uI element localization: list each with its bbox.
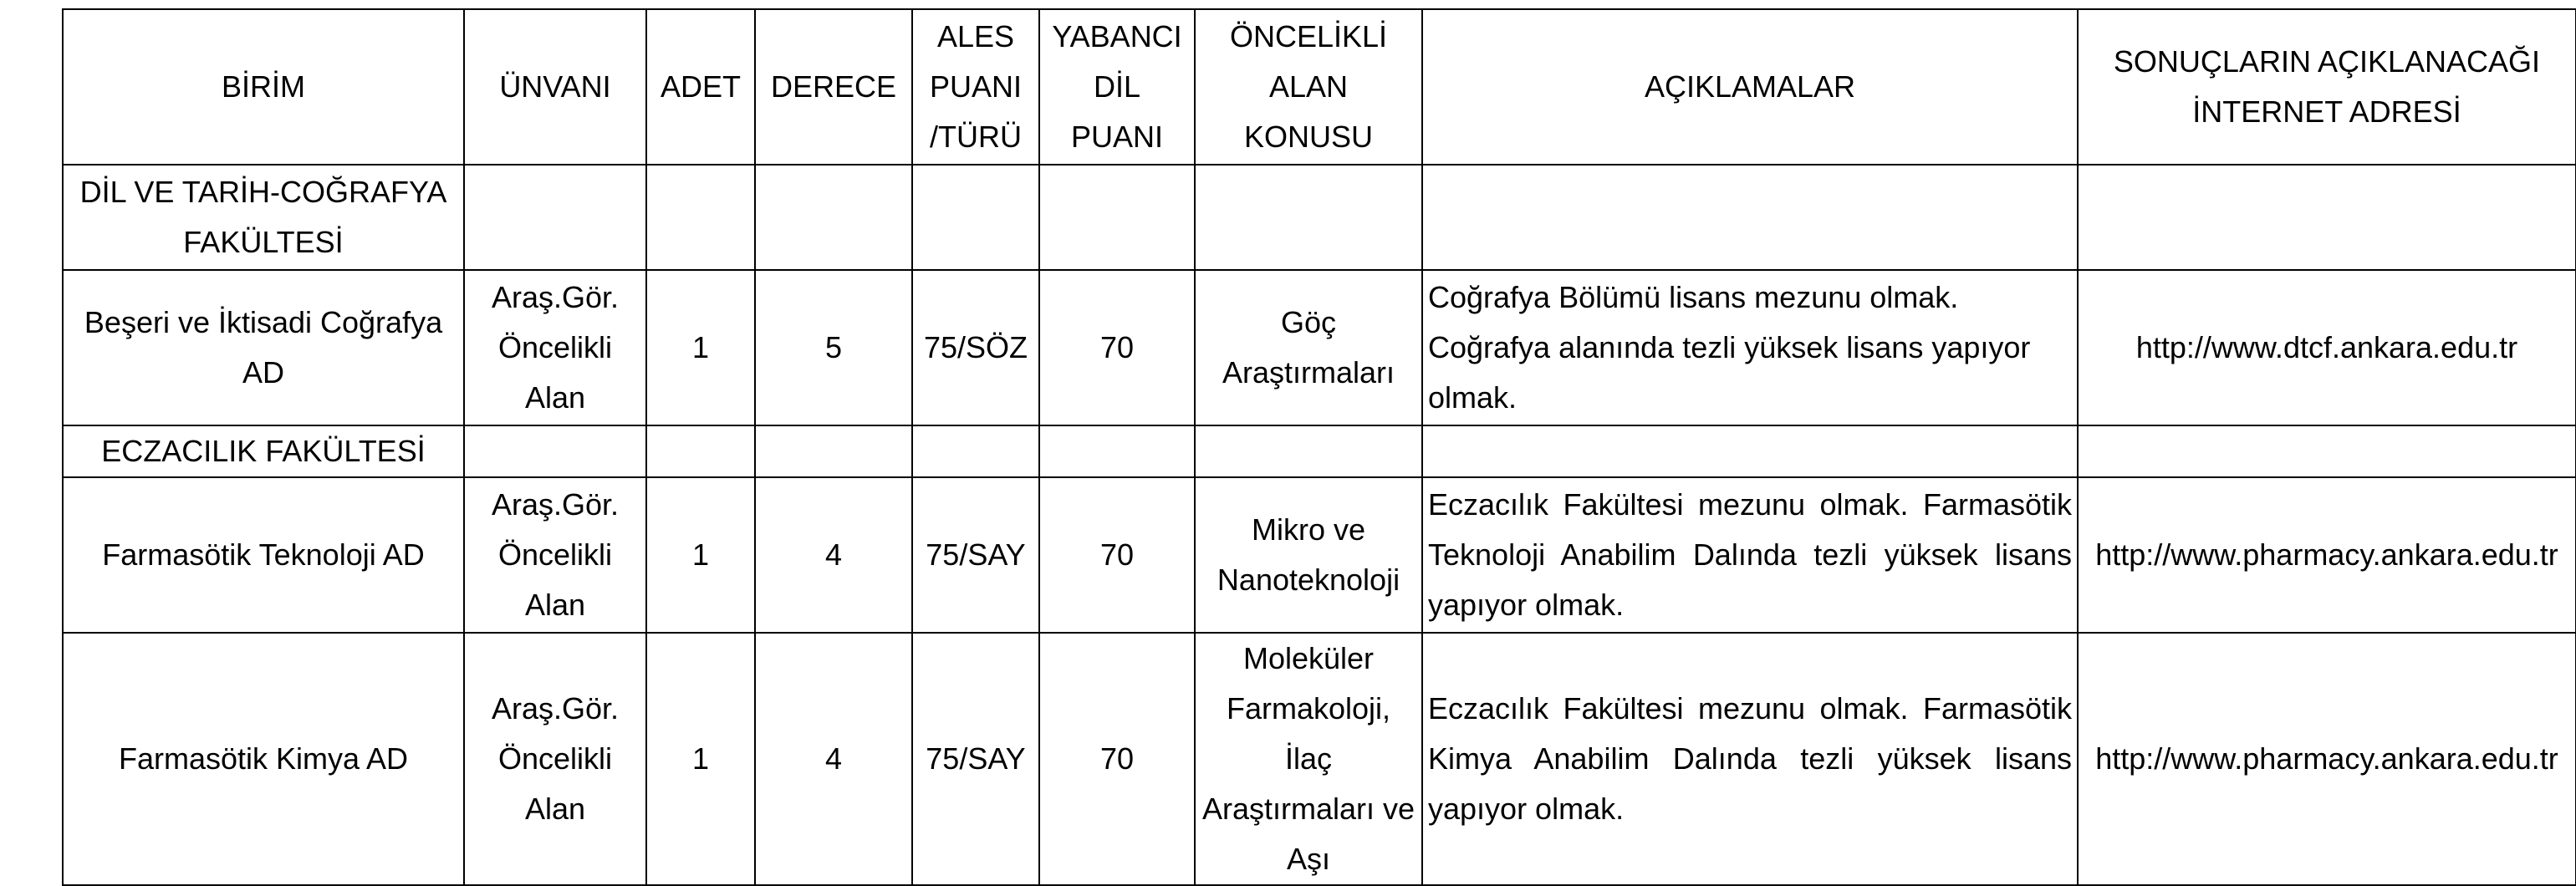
empty-cell (1422, 425, 2078, 477)
empty-cell (1195, 165, 1422, 270)
cell-aciklamalar: Coğrafya Bölümü lisans mezunu olmak. Coğrafya alanında tezli yüksek lisans yapıyor olmak. (1422, 270, 2078, 425)
cell-birim: Farmasötik Teknoloji AD (63, 477, 464, 633)
cell-internet-adresi[interactable]: http://www.dtcf.ankara.edu.tr (2078, 270, 2576, 425)
cell-birim: Beşeri ve İktisadi Coğrafya AD (63, 270, 464, 425)
cell-internet-adresi[interactable]: http://www.pharmacy.ankara.edu.tr (2078, 633, 2576, 885)
header-adet: ADET (646, 9, 755, 165)
empty-cell (1039, 165, 1195, 270)
header-aciklamalar: AÇIKLAMALAR (1422, 9, 2078, 165)
empty-cell (755, 165, 912, 270)
header-unvani: ÜNVANI (464, 9, 646, 165)
header-yabanci-dil: YABANCI DİL PUANI (1039, 9, 1195, 165)
cell-oncelikli-alan: Mikro ve Nanoteknoloji (1195, 477, 1422, 633)
cell-internet-adresi[interactable]: http://www.pharmacy.ankara.edu.tr (2078, 477, 2576, 633)
cell-aciklamalar: Eczacılık Fakültesi mezunu olmak. Farmasötik Kimya Anabilim Dalında tezli yüksek lisans yapıyor olmak. (1422, 633, 2078, 885)
empty-cell (646, 425, 755, 477)
empty-cell (2078, 165, 2576, 270)
cell-unvani: Araş.Gör. Öncelikli Alan (464, 633, 646, 885)
cell-ales: 75/SÖZ (912, 270, 1039, 425)
table-row (63, 270, 2576, 425)
table-header-row (63, 9, 2576, 165)
position-table (62, 8, 2576, 886)
header-ales: ALES PUANI /TÜRÜ (912, 9, 1039, 165)
empty-cell (912, 165, 1039, 270)
table-row (63, 633, 2576, 885)
table-row-faculty (63, 165, 2576, 270)
cell-oncelikli-alan: Moleküler Farmakoloji, İlaç Araştırmaları ve Aşı (1195, 633, 1422, 885)
cell-ales: 75/SAY (912, 633, 1039, 885)
empty-cell (464, 425, 646, 477)
empty-cell (1195, 425, 1422, 477)
table-row-faculty (63, 425, 2576, 477)
empty-cell (912, 425, 1039, 477)
empty-cell (1039, 425, 1195, 477)
cell-birim: Farmasötik Kimya AD (63, 633, 464, 885)
faculty-name: ECZACILIK FAKÜLTESİ (63, 425, 464, 477)
table-row (63, 477, 2576, 633)
cell-yabanci-dil: 70 (1039, 270, 1195, 425)
cell-aciklamalar: Eczacılık Fakültesi mezunu olmak. Farmasötik Teknoloji Anabilim Dalında tezli yüksek lisans yapıyor olmak. (1422, 477, 2078, 633)
faculty-name: DİL VE TARİH-COĞRAFYA FAKÜLTESİ (63, 165, 464, 270)
cell-adet: 1 (646, 270, 755, 425)
cell-oncelikli-alan: Göç Araştırmaları (1195, 270, 1422, 425)
cell-derece: 5 (755, 270, 912, 425)
header-internet-adresi: SONUÇLARIN AÇIKLANACAĞI İNTERNET ADRESİ (2078, 9, 2576, 165)
cell-derece: 4 (755, 477, 912, 633)
empty-cell (755, 425, 912, 477)
cell-unvani: Araş.Gör. Öncelikli Alan (464, 477, 646, 633)
cell-adet: 1 (646, 477, 755, 633)
header-oncelikli-alan: ÖNCELİKLİ ALAN KONUSU (1195, 9, 1422, 165)
cell-unvani: Araş.Gör. Öncelikli Alan (464, 270, 646, 425)
cell-adet: 1 (646, 633, 755, 885)
header-derece: DERECE (755, 9, 912, 165)
empty-cell (464, 165, 646, 270)
empty-cell (2078, 425, 2576, 477)
cell-ales: 75/SAY (912, 477, 1039, 633)
empty-cell (1422, 165, 2078, 270)
cell-yabanci-dil: 70 (1039, 477, 1195, 633)
header-birim: BİRİM (63, 9, 464, 165)
empty-cell (646, 165, 755, 270)
cell-derece: 4 (755, 633, 912, 885)
cell-yabanci-dil: 70 (1039, 633, 1195, 885)
